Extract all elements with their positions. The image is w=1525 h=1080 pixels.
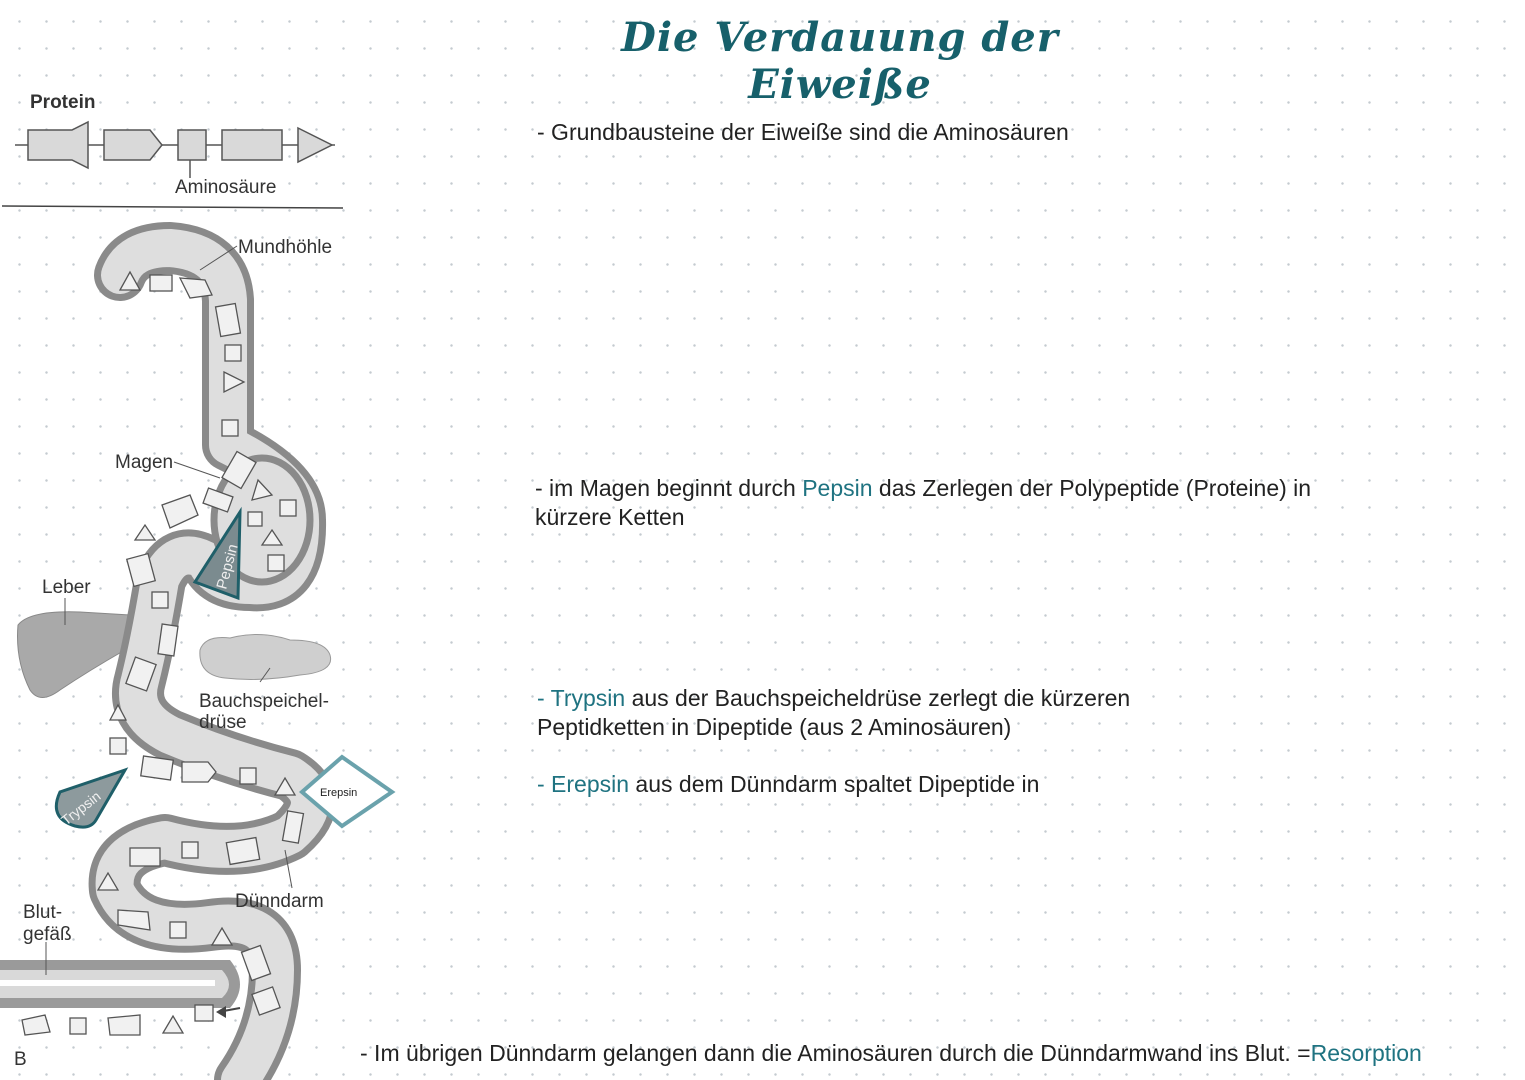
aminosaeure-label: Aminosäure: [175, 177, 277, 198]
trypsin-enzyme: [56, 770, 125, 828]
mundhoehle-label: Mundhöhle: [238, 237, 333, 258]
note-erepsin-post: aus dem Dünndarm spaltet Dipeptide in: [629, 771, 1040, 797]
note-magen-pre: - im Magen beginnt durch: [535, 475, 803, 501]
corner-letter: B: [14, 1049, 27, 1070]
trypsin-term: - Trypsin: [537, 685, 626, 711]
magen-label: Magen: [115, 452, 174, 473]
svg-text:Pepsin: Pepsin: [213, 542, 242, 592]
blood-vessel: [0, 960, 240, 1008]
bauchspeichel-label-line2: drüse: [199, 712, 247, 733]
pepsin-term: Pepsin: [802, 475, 873, 501]
svg-text:Erepsin: Erepsin: [320, 787, 358, 799]
digestion-diagram: [0, 0, 420, 1080]
svg-text:Trypsin: Trypsin: [57, 787, 104, 829]
page-title: Die Verdauung der Eiweiße: [621, 14, 1059, 108]
note-trypsin: [537, 684, 1130, 742]
protein-chain: [15, 122, 335, 178]
note-magen-line2: kürzere Ketten: [535, 504, 685, 530]
erepsin-term: - Erepsin: [537, 771, 630, 797]
note-trypsin-post: aus der Bauchspeicheldrüse zerlegt die kürzeren: [625, 685, 1131, 711]
note-trypsin-line2: Peptidketten in Dipeptide (aus 2 Aminosäuren): [537, 714, 1012, 740]
bauchspeichel-label-line1: Bauchspeichel-: [199, 691, 329, 712]
blut-label-line2: gefäß: [23, 924, 72, 945]
resorption-term: Resorption: [1310, 1040, 1422, 1066]
divider-line: [2, 206, 343, 208]
leber-label: Leber: [42, 577, 91, 598]
blut-label-line1: Blut-: [23, 902, 63, 923]
note-grundbausteine: - Grundbausteine der Eiweiße sind die Aminosäuren: [537, 119, 1069, 145]
pancreas: [200, 634, 331, 679]
note-resorption: [360, 1039, 1422, 1068]
note-resorption-pre: - Im übrigen Dünndarm gelangen dann die Aminosäuren durch die Dünndarmwand ins Blut. =: [360, 1040, 1311, 1066]
note-magen: [535, 474, 1311, 532]
protein-label: Protein: [30, 92, 96, 113]
duenndarm-label: Dünndarm: [235, 891, 324, 912]
note-erepsin: [537, 770, 1039, 799]
note-magen-post: das Zerlegen der Polypeptide (Proteine) in: [872, 475, 1312, 501]
